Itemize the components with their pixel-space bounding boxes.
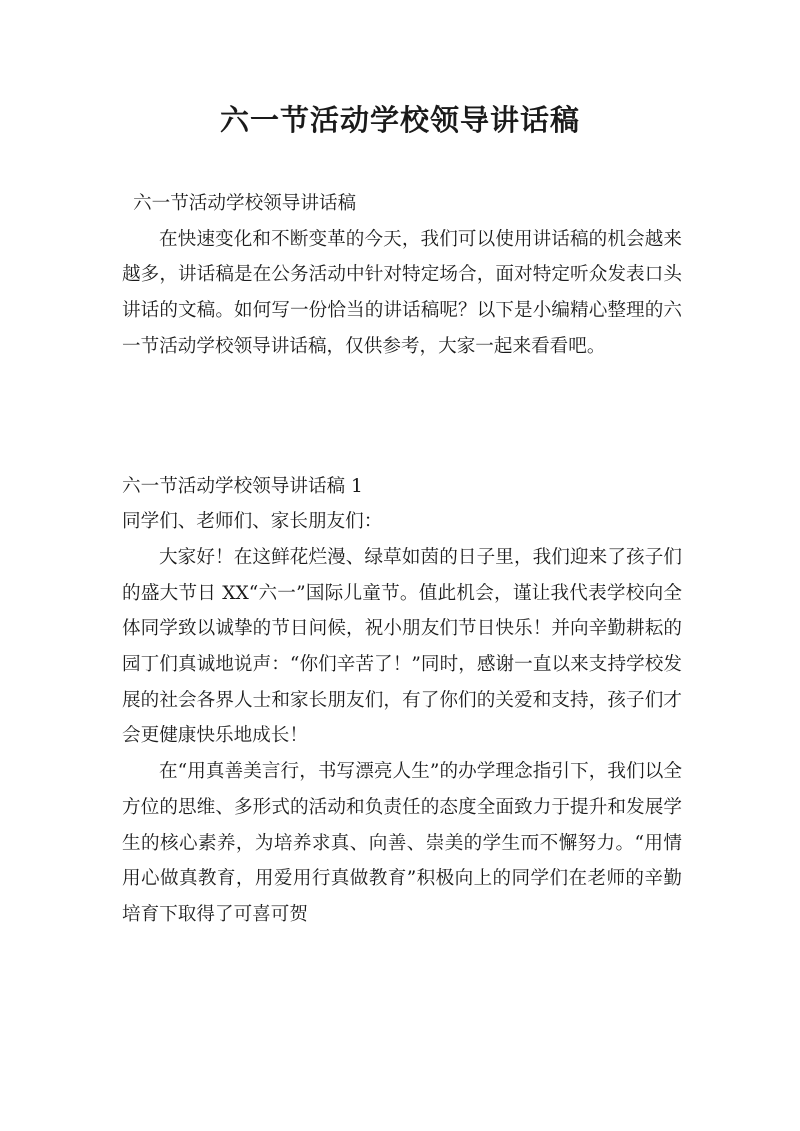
- body-paragraph-2: 在“用真善美言行，书写漂亮人生”的办学理念指引下，我们以全方位的思维、多形式的活动和负责任的态度全面致力于提升和发展学生的核心素养，为培养求真、向善、崇美的学生而不懈努力。“用情用心做真教育，用爱用行真做教育”积极向上的同学们在老师的辛勤培育下取得了可喜可贺: [122, 761, 682, 925]
- salutation: 同学们、老师们、家长朋友们：: [122, 511, 383, 533]
- section-spacer: [122, 365, 682, 469]
- document-subtitle: 六一节活动学校领导讲话稿: [133, 193, 357, 214]
- intro-paragraph: 在快速变化和不断变革的今天，我们可以使用讲话稿的机会越来越多，讲话稿是在公务活动中针对特定场合，面对特定听众发表口头讲话的文稿。如何写一份恰当的讲话稿呢？以下是小编精心整理的六一节活动学校领导讲话稿，仅供参考，大家一起来看看吧。: [122, 228, 682, 357]
- document-title: 六一节活动学校领导讲话稿: [219, 103, 580, 137]
- section-heading: 六一节活动学校领导讲话稿 1: [122, 475, 363, 497]
- document-body: [122, 186, 682, 933]
- body-paragraph-1: 大家好！在这鲜花烂漫、绿草如茵的日子里，我们迎来了孩子们的盛大节日 XX“六一”国际儿童节。值此机会，谨让我代表学校向全体同学致以诚挚的节日问候，祝小朋友们节日快乐！并向辛勤耕耘的园丁们真诚地说声：“你们辛苦了！”同时，感谢一直以来支持学校发展的社会各界人士和家长朋友们，有了你们的关爱和支持，孩子们才会更健康快乐地成长！: [122, 546, 682, 747]
